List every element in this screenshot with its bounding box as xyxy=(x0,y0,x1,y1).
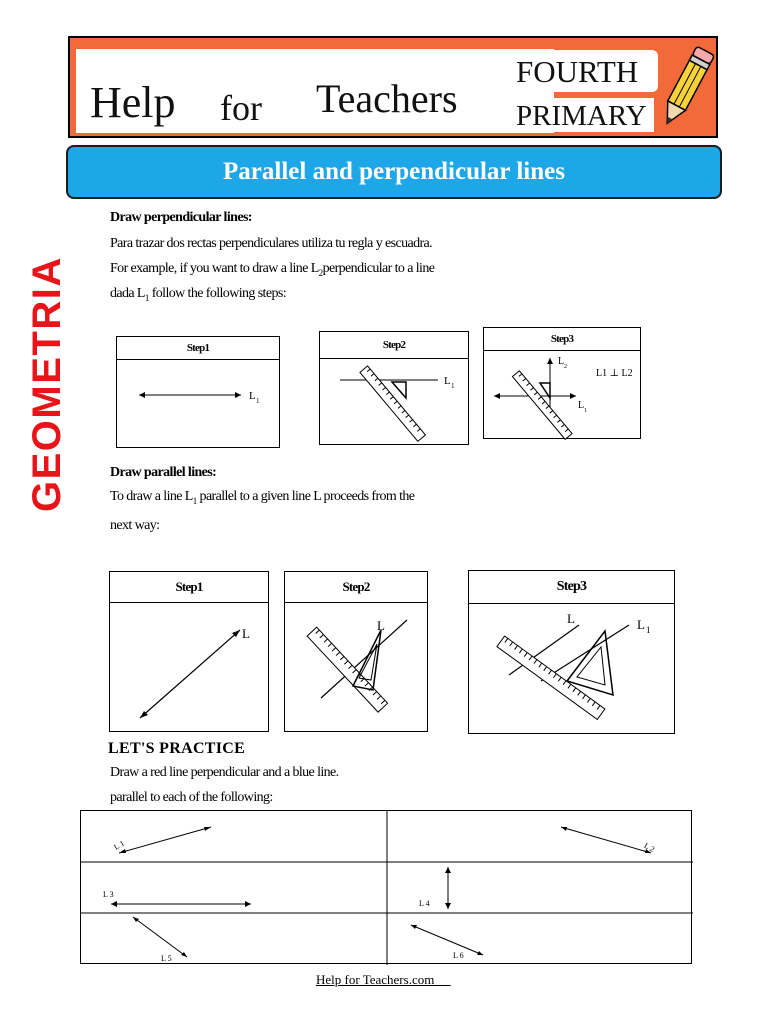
practice-label-l4: L 4 xyxy=(419,899,430,908)
header-title-area xyxy=(76,46,554,133)
practice-line-l1[interactable] xyxy=(112,827,211,853)
header-word-teachers: Teachers xyxy=(316,76,458,121)
svg-text:1: 1 xyxy=(646,625,651,635)
svg-text:L: L xyxy=(578,400,585,411)
practice-line-l4[interactable] xyxy=(419,867,451,909)
practice-label-l6: L 6 xyxy=(453,951,464,960)
practice-line-l2[interactable] xyxy=(561,827,656,854)
subject-label: GEOMETRIA xyxy=(25,256,69,512)
par-step2-label: Step2 xyxy=(285,572,427,603)
perpendicular-heading: Draw perpendicular lines: xyxy=(110,210,252,225)
par-step3-line-label: L xyxy=(567,611,575,626)
perp-step2-label: Step2 xyxy=(320,332,468,359)
svg-text:1: 1 xyxy=(584,408,587,414)
practice-label-l1: L 1 xyxy=(112,838,126,852)
par-step3-box xyxy=(468,570,675,734)
perp-relation: L1 ⊥ L2 xyxy=(596,368,633,379)
perpendicular-line2: For example, if you want to draw a line $L_2perpendicular$ to a line xyxy=(110,261,435,278)
perp-step1-label: Step1 xyxy=(117,337,279,360)
par-step3-line2-label: L xyxy=(637,617,645,632)
perp-step3-label: Step3 xyxy=(484,328,640,351)
par-step2-box xyxy=(284,571,428,732)
svg-text:L: L xyxy=(558,356,565,367)
practice-heading: LET'S PRACTICE xyxy=(108,740,246,757)
grade-badge-bottom xyxy=(512,98,654,132)
perpendicular-line1: Para trazar dos rectas perpendiculares utiliza tu regla y escuadra. xyxy=(110,236,433,251)
grade-line2: PRIMARY xyxy=(516,100,647,132)
practice-label-l2: L 2 xyxy=(642,840,657,855)
grade-badge-top xyxy=(498,50,658,92)
pencil-icon xyxy=(656,40,716,136)
practice-table xyxy=(80,810,692,964)
header-word-for: for xyxy=(220,88,262,128)
svg-text:2: 2 xyxy=(564,364,567,370)
practice-line-l5[interactable] xyxy=(133,917,187,963)
par-step3-label: Step3 xyxy=(469,571,674,604)
par-step1-line-label: L xyxy=(242,626,250,641)
practice-label-l3: L 3 xyxy=(103,890,114,899)
parallel-line1: To draw a line $L_1$ parallel to a given line L proceeds from the xyxy=(110,489,415,506)
perp-step2-line-label: L xyxy=(444,375,451,387)
grade-line1: FOURTH xyxy=(516,54,639,89)
practice-line1: Draw a red line perpendicular and a blue line. xyxy=(110,765,339,780)
perpendicular-line3: dada $L_1$ follow the following steps: xyxy=(110,286,286,303)
page-title: Parallel and perpendicular lines xyxy=(66,145,722,199)
perp-step1-line-label: L xyxy=(249,390,256,402)
subject-sidebar xyxy=(10,210,82,520)
perp-step3-box xyxy=(483,327,641,439)
practice-line2: parallel to each of the following: xyxy=(110,790,273,805)
parallel-heading: Draw parallel lines: xyxy=(110,465,217,480)
par-step1-box xyxy=(109,571,269,732)
perp-step1-box xyxy=(116,336,280,448)
svg-text:1: 1 xyxy=(451,382,455,390)
parallel-line2: next way: xyxy=(110,518,160,533)
par-step2-line-label: L xyxy=(377,618,385,633)
svg-text:1: 1 xyxy=(256,397,260,405)
par-step1-label: Step1 xyxy=(110,572,268,603)
footer-link[interactable]: Help for Teachers.com __ xyxy=(316,972,451,987)
perp-step2-box xyxy=(319,331,469,445)
practice-line-l6[interactable] xyxy=(411,925,483,960)
practice-line-l3[interactable] xyxy=(103,890,251,907)
header-banner xyxy=(68,36,718,138)
practice-label-l5: L 5 xyxy=(161,954,172,963)
ruler-icon xyxy=(360,366,426,441)
header-word-help: Help xyxy=(90,78,176,127)
